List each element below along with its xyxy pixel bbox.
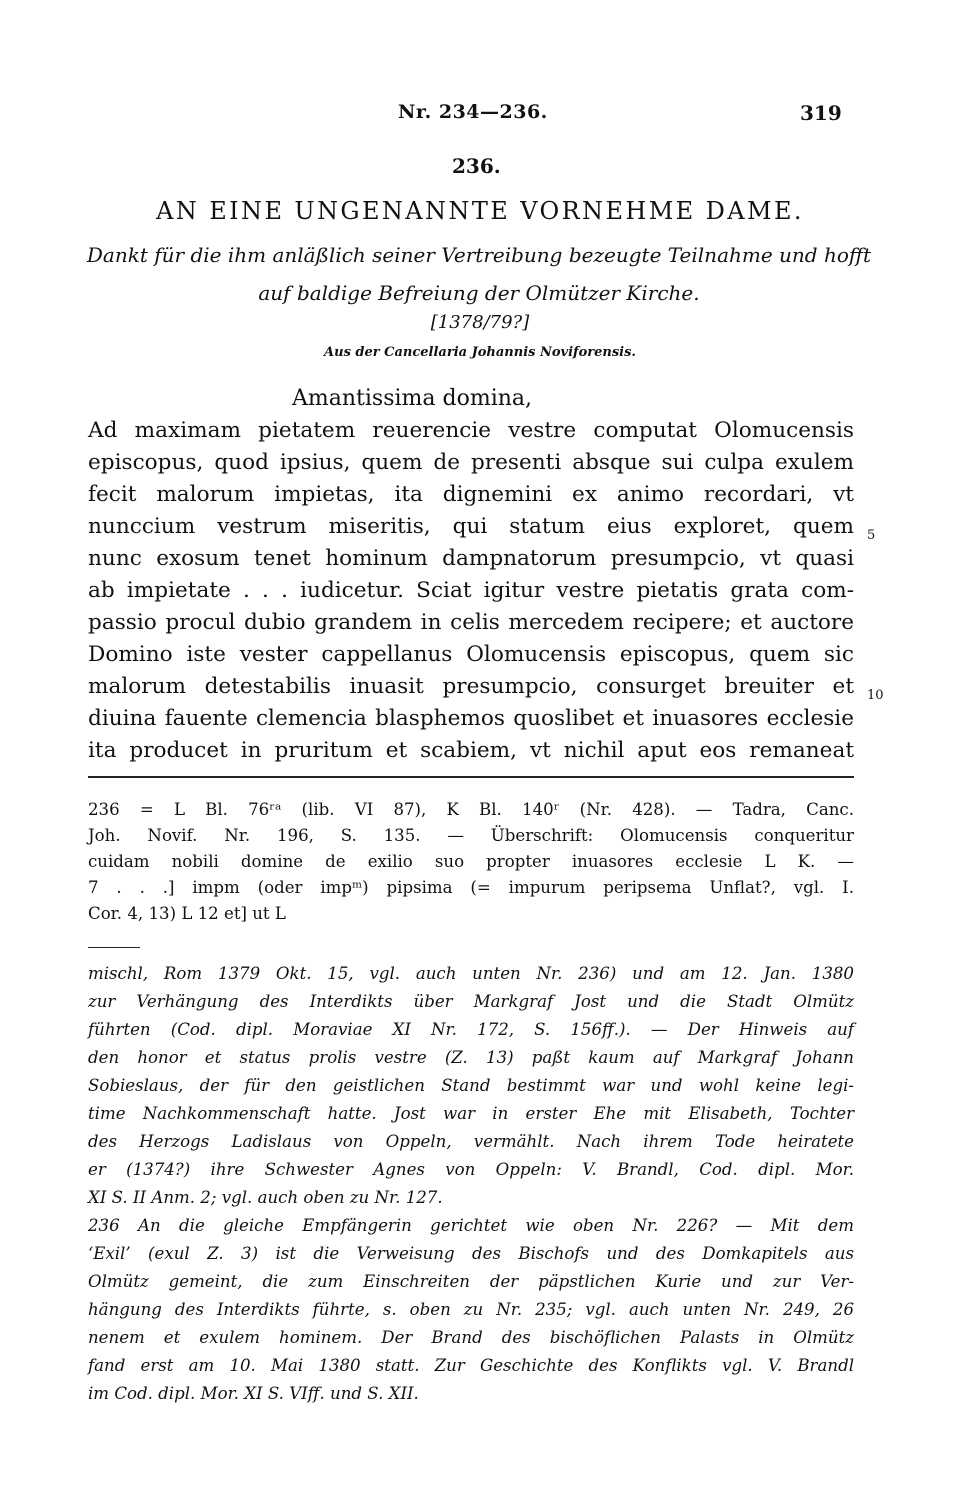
source-note: Aus der Cancellaria Johannis Noviforensis.: [324, 345, 636, 360]
regest: Dankt für die ihm anläßlich seiner Vertreibung bezeugte Teilnahme und hofft auf baldige Befreiung der Olmützer Kirche.: [86, 243, 872, 305]
commentary-line: XI S. II Anm. 2; vgl. auch oben zu Nr. 127.: [88, 1188, 443, 1207]
apparatus-line: 236 = L Bl. 76ʳᵃ (lib. VI 87), K Bl. 140ʳ (Nr. 428). — Tadra, Canc.: [88, 800, 854, 819]
apparatus-line: cuidam nobili domine de exilio suo propter inuasores ecclesie L K. —: [88, 852, 854, 871]
commentary-line: 236 An die gleiche Empfängerin gerichtet wie oben Nr. 226? — Mit dem: [88, 1216, 854, 1235]
body-line: nunccium vestrum miseritis, qui statum eius exploret, quem: [88, 514, 854, 539]
body-line: passio procul dubio grandem in celis mercedem recipere; et auctore: [88, 610, 854, 635]
body-line: Domino iste vester cappellanus Olomucensis episcopus, quem sic: [88, 642, 854, 667]
apparatus-rule: [88, 776, 854, 778]
line-number: 10: [867, 688, 884, 703]
running-head: Nr. 234—236.: [398, 101, 548, 123]
page-number: 319: [800, 101, 842, 125]
salutation: Amantissima domina,: [292, 386, 533, 411]
commentary-line: des Herzogs Ladislaus von Oppeln, vermählt. Nach ihrem Tode heiratete: [88, 1132, 854, 1151]
commentary-rule: [88, 947, 140, 948]
body-line: Ad maximam pietatem reuerencie vestre computat Olomucensis: [88, 418, 854, 443]
document-title: AN EINE UNGENANNTE VORNEHME DAME.: [156, 197, 804, 225]
document-number: 236.: [452, 154, 501, 178]
body-line: ita producet in pruritum et scabiem, vt nichil aput eos remaneat: [88, 738, 854, 763]
commentary-line: mischl, Rom 1379 Okt. 15, vgl. auch unten Nr. 236) und am 12. Jan. 1380: [88, 964, 854, 983]
body-line: ab impietate . . . iudicetur. Sciat igitur vestre pietatis grata com-: [88, 578, 854, 603]
body-line: malorum detestabilis inuasit presumpcio, consurget breuiter et: [88, 674, 854, 699]
body-line: nunc exosum tenet hominum dampnatorum presumpcio, vt quasi: [88, 546, 854, 571]
commentary-line: Olmütz gemeint, die zum Einschreiten der päpstlichen Kurie und zur Ver-: [88, 1272, 854, 1291]
commentary-line: er (1374?) ihre Schwester Agnes von Oppeln: V. Brandl, Cod. dipl. Mor.: [88, 1160, 854, 1179]
commentary-line: Sobieslaus, der für den geistlichen Stand bestimmt war und wohl keine legi-: [88, 1076, 854, 1095]
line-number: 5: [867, 528, 876, 543]
commentary-line: führten (Cod. dipl. Moraviae XI Nr. 172, S. 156ff.). — Der Hinweis auf: [88, 1020, 854, 1039]
commentary-line: ‘Exil’ (exul Z. 3) ist die Verweisung des Bischofs und des Domkapitels aus: [88, 1244, 854, 1263]
commentary-line: hängung des Interdikts führte, s. oben zu Nr. 235; vgl. auch unten Nr. 249, 26: [88, 1300, 854, 1319]
commentary-line: nenem et exulem hominem. Der Brand des bischöflichen Palasts in Olmütz: [88, 1328, 854, 1347]
apparatus-line: Cor. 4, 13) L 12 et] ut L: [88, 904, 286, 923]
commentary-line: fand erst am 10. Mai 1380 statt. Zur Geschichte des Konflikts vgl. V. Brandl: [88, 1356, 854, 1375]
commentary-line: zur Verhängung des Interdikts über Markgraf Jost und die Stadt Olmütz: [88, 992, 854, 1011]
body-line: episcopus, quod ipsius, quem de presenti absque sui culpa exulem: [88, 450, 854, 475]
commentary-line: den honor et status prolis vestre (Z. 13) paßt kaum auf Markgraf Johann: [88, 1048, 854, 1067]
document-date: [1378/79?]: [430, 312, 530, 333]
apparatus-line: 7 . . .] impm (oder impᵐ) pipsima (= impurum peripsema Unflat?, vgl. I.: [88, 878, 854, 897]
apparatus-line: Joh. Novif. Nr. 196, S. 135. — Überschrift: Olomucensis conqueritur: [88, 826, 854, 845]
body-line: fecit malorum impietas, ita dignemini ex animo recordari, vt: [88, 482, 854, 507]
commentary-line: im Cod. dipl. Mor. XI S. VIff. und S. XII.: [88, 1384, 419, 1403]
body-line: diuina fauente clemencia blasphemos quoslibet et inuasores ecclesie: [88, 706, 854, 731]
commentary-line: time Nachkommenschaft hatte. Jost war in erster Ehe mit Elisabeth, Tochter: [88, 1104, 854, 1123]
